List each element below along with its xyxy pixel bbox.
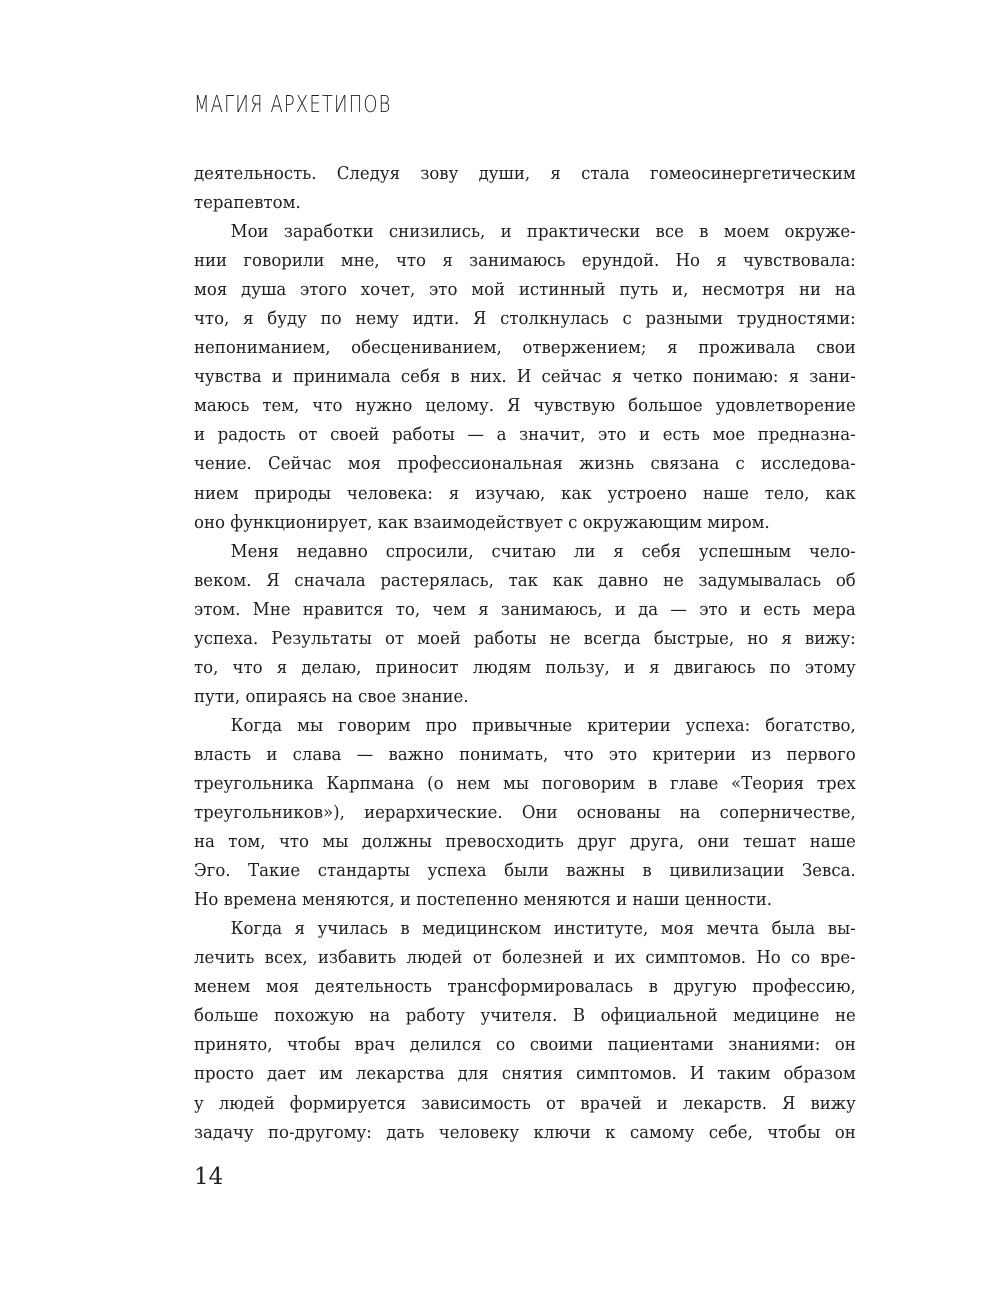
text-line: Но времена меняются, и постепенно меняются и наши ценности. [194, 890, 773, 911]
text-line: Меня недавно спросили, считаю ли я себя успешным чело- [230, 541, 856, 562]
text-line: Когда я училась в медицинском институте, моя мечта была вы- [230, 919, 856, 940]
text-line: терапевтом. [194, 193, 301, 214]
text-line: веком. Я сначала растерялась, так как давно не задумывалась об [194, 570, 856, 591]
text-line: треугольника Карпмана (о нем мы поговорим в главе «Теория трех [194, 773, 856, 794]
text-line: деятельность. Следуя зову души, я стала гомеосинергетическим [194, 164, 856, 184]
text-line: власть и слава — важно понимать, что это критерии из первого [194, 744, 856, 765]
text-line: принято, чтобы врач делился со своими пациентами знаниями: он [194, 1035, 856, 1056]
text-line: лечить всех, избавить людей от болезней и их симптомов. Но со вре- [194, 948, 856, 969]
text-line: этом. Мне нравится то, чем я занимаюсь, и да — это и есть мера [194, 599, 856, 620]
text-line: то, что я делаю, приносит людям пользу, и я двигаюсь по этому [194, 657, 856, 678]
page-number: 14 [194, 1164, 224, 1190]
body-text [194, 160, 856, 1148]
text-line: треугольников»), иерархические. Они основаны на соперничестве, [194, 803, 856, 824]
running-head-title: МАГИЯ АРХЕТИПОВ [194, 92, 392, 118]
text-line: Мои заработки снизились, и практически все в моем окруже- [230, 222, 856, 243]
text-line: чувства и принимала себя в них. И сейчас я четко понимаю: я зани- [194, 367, 856, 388]
text-line: Эго. Такие стандарты успеха были важны в цивилизации Зевса. [194, 861, 856, 882]
text-line: просто дает им лекарства для снятия симптомов. И таким образом [194, 1064, 856, 1085]
text-line: на том, что мы должны превосходить друг друга, они тешат наше [194, 832, 856, 853]
text-line: оно функционирует, как взаимодействует с окружающим миром. [194, 512, 770, 533]
text-line: и радость от своей работы — а значит, это и есть мое предназна- [194, 425, 856, 446]
text-line: непониманием, обесцениванием, отвержением; я проживала свои [194, 338, 856, 359]
text-line: что, я буду по нему идти. Я столкнулась с разными трудностями: [194, 309, 856, 330]
text-line: у людей формируется зависимость от врачей и лекарств. Я вижу [194, 1093, 856, 1114]
text-line: задачу по-другому: дать человеку ключи к самому себе, чтобы он [194, 1122, 856, 1143]
text-line: нием природы человека: я изучаю, как устроено наше тело, как [194, 483, 856, 504]
text-line: нии говорили мне, что я занимаюсь ерундой. Но я чувствовала: [194, 251, 856, 272]
text-line: Когда мы говорим про привычные критерии успеха: богатство, [230, 715, 856, 736]
text-line: пути, опираясь на свое знание. [194, 686, 469, 707]
text-line: чение. Сейчас моя профессиональная жизнь связана с исследова- [194, 454, 856, 475]
text-line: менем моя деятельность трансформировалась в другую профессию, [194, 977, 856, 998]
text-line: моя душа этого хочет, это мой истинный путь и, несмотря ни на [194, 280, 856, 301]
text-line: успеха. Результаты от моей работы не всегда быстрые, но я вижу: [194, 628, 856, 649]
text-line: маюсь тем, что нужно целому. Я чувствую большое удовлетворение [194, 396, 856, 417]
text-line: больше похожую на работу учителя. В официальной медицине не [194, 1006, 856, 1027]
